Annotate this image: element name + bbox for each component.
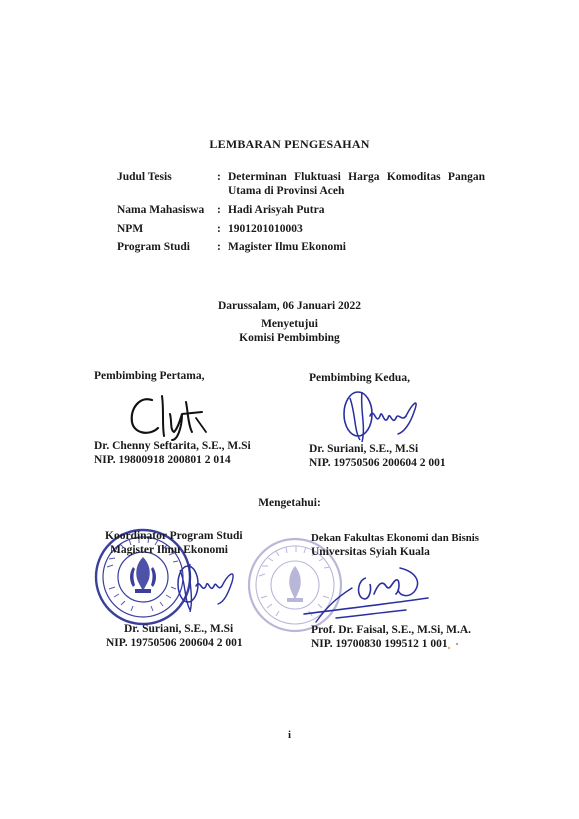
nama-label: Nama Mahasiswa: [117, 204, 205, 216]
nama-value: Hadi Arisyah Putra: [228, 204, 325, 216]
dean-signature: [296, 558, 436, 628]
place-date: Darussalam, 06 Januari 2022: [217, 300, 362, 312]
committee-heading: Komisi Pembimbing: [239, 332, 340, 344]
second-supervisor-name: Dr. Suriani, S.E., M.Si: [309, 443, 419, 455]
npm-label: NPM: [117, 223, 144, 235]
dean-role-line1: Dekan Fakultas Ekonomi dan Bisnis: [311, 532, 480, 544]
first-supervisor-signature: [122, 392, 212, 442]
first-supervisor-role: Pembimbing Pertama,: [94, 370, 205, 382]
ink-specks: [445, 640, 465, 652]
approved-heading: Menyetujui: [261, 318, 318, 330]
prodi-label: Program Studi: [117, 241, 190, 253]
page-number: i: [287, 729, 292, 741]
npm-colon: :: [217, 223, 221, 235]
second-supervisor-nip: NIP. 19750506 200604 2 001: [309, 457, 446, 469]
acknowledged-heading: Mengetahui:: [258, 497, 321, 509]
second-supervisor-signature: [332, 386, 424, 444]
dean-name: Prof. Dr. Faisal, S.E., M.Si, M.A.: [311, 624, 472, 636]
npm-value: 1901201010003: [228, 223, 303, 235]
nama-colon: :: [217, 204, 221, 216]
judul-label: Judul Tesis: [117, 171, 172, 183]
prodi-colon: :: [217, 241, 221, 253]
coordinator-signature: [170, 558, 242, 614]
judul-colon: :: [217, 171, 221, 183]
coordinator-role-line1: Koordinator Program Studi: [105, 530, 243, 542]
coordinator-nip: NIP. 19750506 200604 2 001: [106, 637, 243, 649]
judul-value-line2: Utama di Provinsi Aceh: [228, 185, 345, 197]
dean-role-line2: Universitas Syiah Kuala: [311, 546, 430, 558]
judul-value-line1: Determinan Fluktuasi Harga Komoditas Pangan: [228, 171, 485, 183]
first-supervisor-name: Dr. Chenny Seftarita, S.E., M.Si: [94, 440, 251, 452]
page-title: LEMBARAN PENGESAHAN: [209, 137, 370, 151]
coordinator-role-line2: Magister Ilmu Ekonomi: [110, 544, 228, 556]
first-supervisor-nip: NIP. 19800918 200801 2 014: [94, 454, 231, 466]
prodi-value: Magister Ilmu Ekonomi: [228, 241, 346, 253]
second-supervisor-role: Pembimbing Kedua,: [309, 372, 410, 384]
dean-nip: NIP. 19700830 199512 1 001: [311, 638, 448, 650]
coordinator-name: Dr. Suriani, S.E., M.Si: [124, 623, 234, 635]
